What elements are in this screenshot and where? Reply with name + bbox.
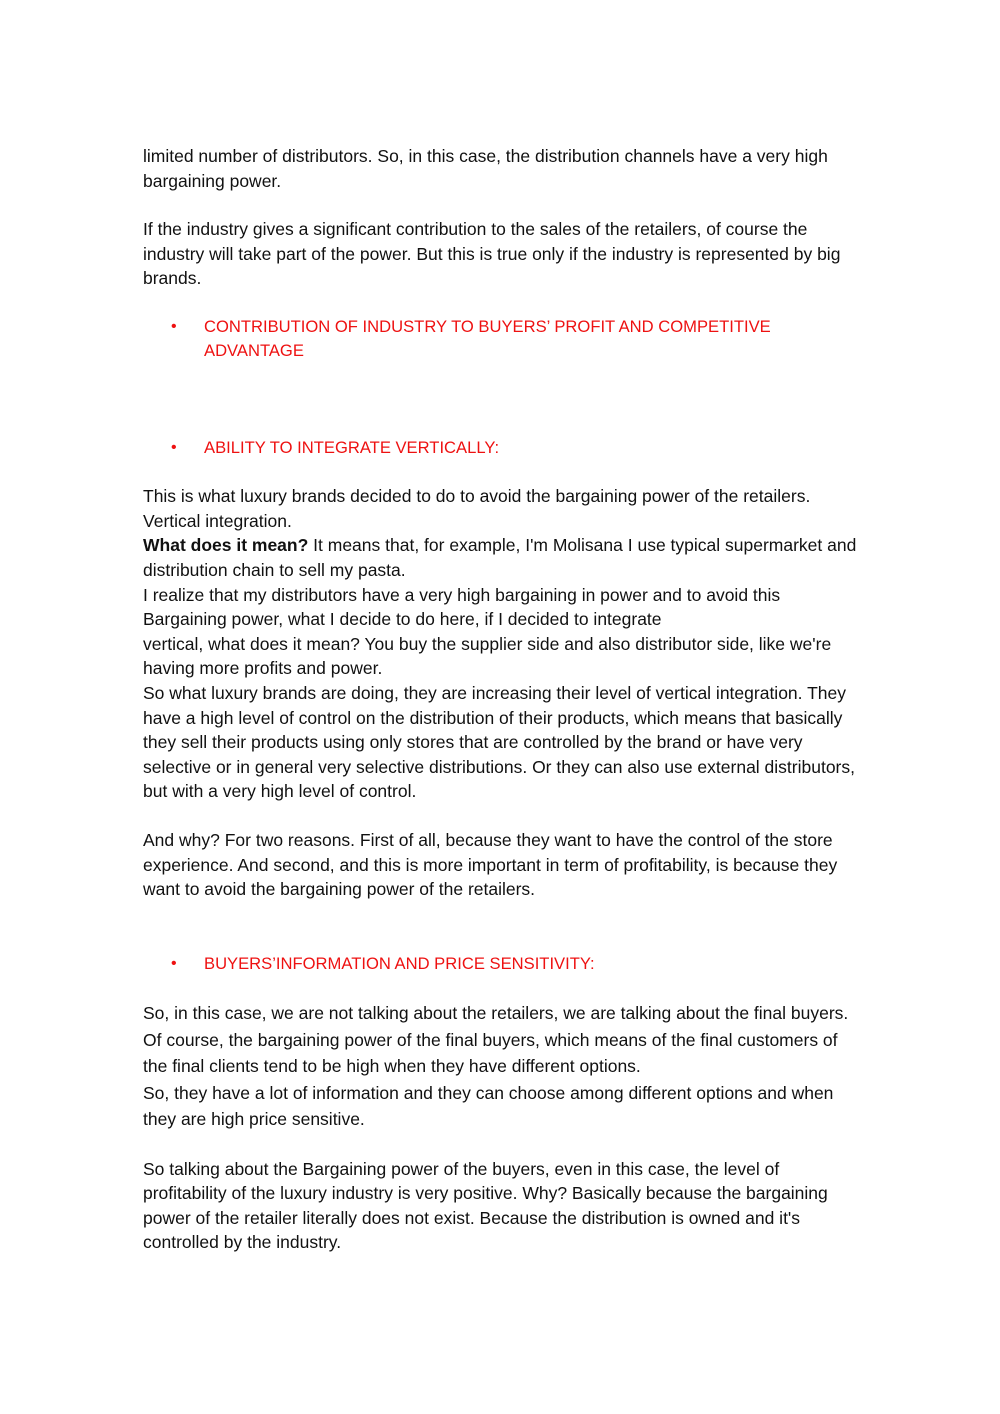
paragraph-luxury-brands: This is what luxury brands decided to do to avoid the bargaining power of the retailers. Vertical integration. (143, 486, 811, 531)
heading-text: ABILITY TO INTEGRATE VERTICALLY: (204, 437, 500, 457)
heading-contribution-of-industry (143, 315, 859, 364)
paragraph-what-does-it-mean (143, 533, 859, 582)
heading-text: CONTRIBUTION OF INDUSTRY TO BUYERS’ PROFIT AND COMPETITIVE ADVANTAGE (204, 316, 771, 361)
paragraph-luxury-control: So what luxury brands are doing, they are increasing their level of vertical integration. They have a high level of control on the distribution of their products, which means that basically they sell their products using only stores that are controlled by the brand or have very selective or in general very selective distributions. Or they can also use external distributors, but with a very high level of control. (143, 682, 855, 802)
paragraph-distributors: limited number of distributors. So, in this case, the distribution channels have a very high bargaining power. (143, 146, 828, 191)
heading-vertical-integration (143, 436, 859, 460)
bullet-icon: • (171, 438, 177, 456)
paragraph-distributors-power: I realize that my distributors have a very high bargaining in power and to avoid this Bargaining power, what I decide to do here, if I decided to integrate (143, 584, 781, 630)
heading-text: BUYERS’INFORMATION AND PRICE SENSITIVITY: (204, 953, 595, 973)
paragraph-price-sensitive: So, they have a lot of information and they can choose among different options and when they are high price sensitive. (143, 1082, 834, 1130)
document-body (143, 144, 859, 1255)
paragraph-vertical-meaning: vertical, what does it mean? You buy the supplier side and also distributor side, like we're having more profits and power. (143, 633, 832, 679)
paragraph-industry-contribution: If the industry gives a significant contribution to the sales of the retailers, of course the industry will take part of the power. But this is true only if the industry is represented by big brands. (143, 219, 841, 289)
molisana-example: It means that, for example, I'm Molisana I use typical supermarket and distribution chain to sell my pasta. (143, 535, 857, 580)
bullet-icon: • (171, 954, 177, 972)
paragraph-final-buyers: So, in this case, we are not talking about the retailers, we are talking about the final buyers. Of course, the bargaining power of the final buyers, which means of the final customers of the final clients tend to be high when they have different options. (143, 1003, 849, 1077)
bullet-icon: • (171, 317, 177, 335)
paragraph-bargaining-buyers: So talking about the Bargaining power of the buyers, even in this case, the level of profitability of the luxury industry is very positive. Why? Basically because the bargaining power of the retailer literally does not exist. Because the distribution is owned and it's controlled by the industry. (143, 1158, 828, 1253)
heading-buyers-information (143, 952, 859, 976)
paragraph-two-reasons: And why? For two reasons. First of all, because they want to have the control of the store experience. And second, and this is more important in term of profitability, is because they want to avoid the bargaining power of the retailers. (143, 829, 838, 900)
bold-question: What does it mean? (143, 535, 309, 556)
